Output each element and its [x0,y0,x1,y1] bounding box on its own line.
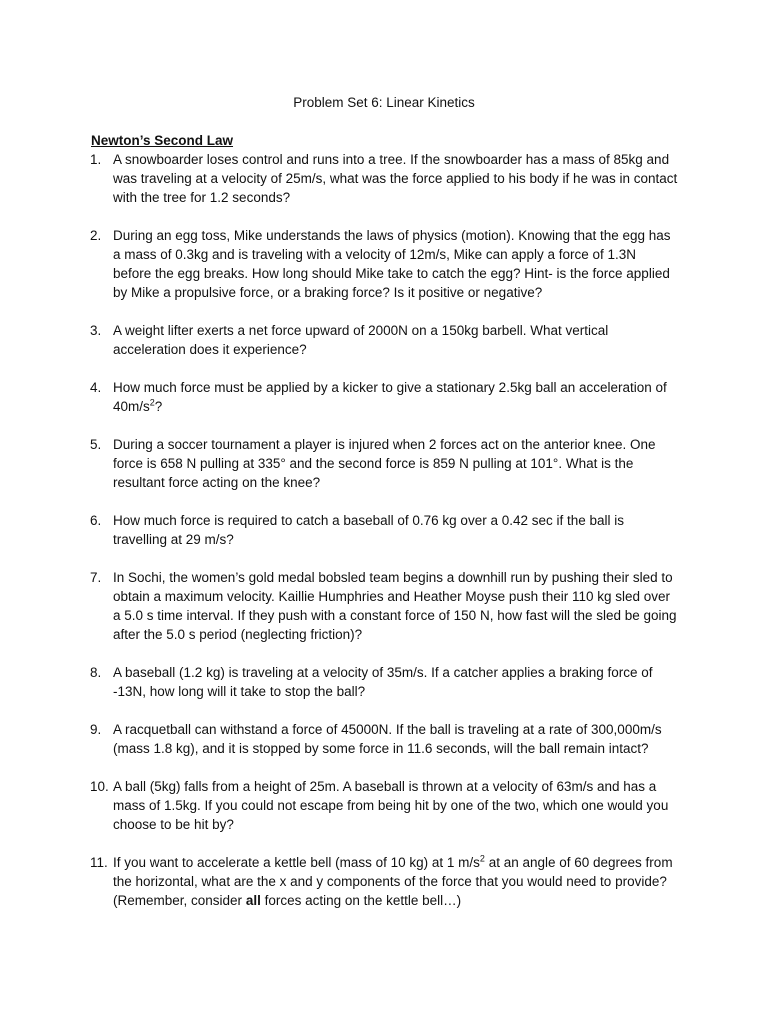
question-text: A baseball (1.2 kg) is traveling at a velocity of 35m/s. If a catcher applies a braking force of -13N, how long will it take to stop the ball? [113,665,653,699]
question-text-part: ? [154,399,163,414]
question-item [0,378,678,416]
question-text-part: forces acting on the kettle bell…) [260,893,462,908]
question-text: During an egg toss, Mike understands the laws of physics (motion). Knowing that the egg has a mass of 0.3kg and is traveling with a velocity of 12m/s, Mike can apply a force of 1.3N before the egg breaks. How long should Mike take to catch the egg? Hint- is the force applied by Mike a propulsive force, or a braking force? Is it positive or negative? [113,228,671,300]
question-text-part: How much force must be applied by a kicker to give a stationary 2.5kg ball an acceleration of 40m/s [113,380,667,414]
question-item [0,226,678,302]
question-item [0,511,678,549]
bold-emphasis: all [245,893,261,908]
question-text: A snowboarder loses control and runs into a tree. If the snowboarder has a mass of 85kg and was traveling at a velocity of 25m/s, what was the force applied to his body if he was in contact with the tree for 1.2 seconds? [113,152,678,205]
question-text: How much force is required to catch a baseball of 0.76 kg over a 0.42 sec if the ball is travelling at 29 m/s? [113,513,625,547]
section-heading: Newton’s Second Law [91,133,234,148]
question-item [0,568,678,644]
page-title: Problem Set 6: Linear Kinetics [293,95,475,110]
question-text-part: at an angle of 60 degrees from the horizontal, what are the x and y components of the force that you would need to provide? (Remember, consider [113,855,673,908]
question-number: 8. [90,665,102,680]
question-number: 9. [90,722,102,737]
question-item [0,777,678,834]
question-item [0,853,678,910]
question-text [113,853,678,910]
question-item [0,663,678,701]
superscript: 2 [149,397,155,408]
question-number: 11. [90,855,108,870]
question-text-part: If you want to accelerate a kettle bell (mass of 10 kg) at 1 m/s [113,855,480,870]
question-text: A ball (5kg) falls from a height of 25m. A baseball is thrown at a velocity of 63m/s and has a mass of 1.5kg. If you could not escape from being hit by one of the two, which one would you choose to be hit by? [113,779,669,832]
question-item [0,150,678,207]
question-number: 4. [90,380,102,395]
question-text: In Sochi, the women’s gold medal bobsled team begins a downhill run by pushing their sled to obtain a maximum velocity. Kaillie Humphries and Heather Moyse push their 110 kg sled over a 5.0 s time interval. If they push with a constant force of 150 N, how fast will the sled be going after the 5.0 s period (neglecting friction)? [113,570,677,642]
superscript: 2 [479,853,485,864]
question-number: 7. [90,570,102,585]
question-item [0,720,678,758]
question-text: A weight lifter exerts a net force upward of 2000N on a 150kg barbell. What vertical acceleration does it experience? [113,323,609,357]
question-item [0,321,678,359]
question-number: 1. [90,152,102,167]
question-list [0,150,768,929]
question-number: 5. [90,437,102,452]
question-item [0,435,678,492]
question-text: During a soccer tournament a player is injured when 2 forces act on the anterior knee. One force is 658 N pulling at 335° and the second force is 859 N pulling at 101°. What is the resultant force acting on the knee? [113,437,656,490]
question-number: 2. [90,228,102,243]
question-number: 10. [90,779,109,794]
question-number: 6. [90,513,102,528]
question-number: 3. [90,323,102,338]
question-text [113,378,678,416]
question-text: A racquetball can withstand a force of 45000N. If the ball is traveling at a rate of 300,000m/s (mass 1.8 kg), and it is stopped by some force in 11.6 seconds, will the ball remain intact? [113,722,662,756]
